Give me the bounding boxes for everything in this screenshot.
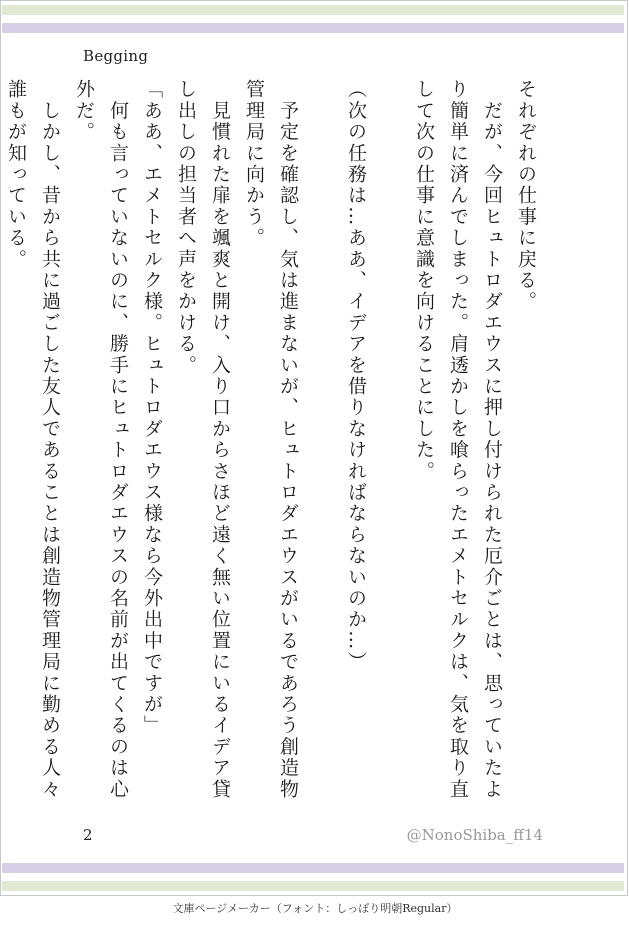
page-number: 2 [83,826,93,844]
paragraph: 何も言っていないのに、勝手にヒュトロダエウスの名前が出てくるのは心外だ。 [73,79,129,800]
dialogue-line: 「ああ、エメトセルク様。ヒュトロダエウス様なら今外出中ですが」 [141,79,163,737]
paragraph: それぞれの仕事に戻る。 [515,79,537,313]
paragraph: しかし、昔から共に過ごした友人であることは創造物管理局に勤める人々誰もが知っている。 [5,79,61,800]
generator-credit: 文庫ページメーカー（フォント：しっぽり明朝Regular） [172,902,458,915]
top-green-stripe [2,5,624,15]
paragraph: 予定を確認し、気は進まないが、ヒュトロダエウスがいるであろう創造物管理局に向かう。 [243,79,299,800]
author-handle: @NonoShiba_ff14 [406,826,543,844]
blank-line [373,79,407,809]
paragraph: 見慣れた扉を颯爽と開け、入り口からさほど遠く無い位置にいるイデア貸し出しの担当者へ声をかける。 [175,79,231,800]
paragraph: （次の任務は…ああ、イデアを借りなければならないのか…） [345,79,367,673]
top-purple-stripe [2,23,624,33]
chapter-title: Begging [83,47,149,65]
vertical-body-text [5,79,543,809]
blank-line [305,79,339,809]
bottom-green-stripe [2,881,624,891]
bottom-purple-stripe [2,863,624,873]
paragraph: だが、今回ヒュトロダエウスに押し付けられた厄介ごとは、思っていたより簡単に済んでしまった。肩透かしを喰らったエメトセルクは、気を取り直して次の仕事に意識を向けることにした。 [413,79,503,800]
